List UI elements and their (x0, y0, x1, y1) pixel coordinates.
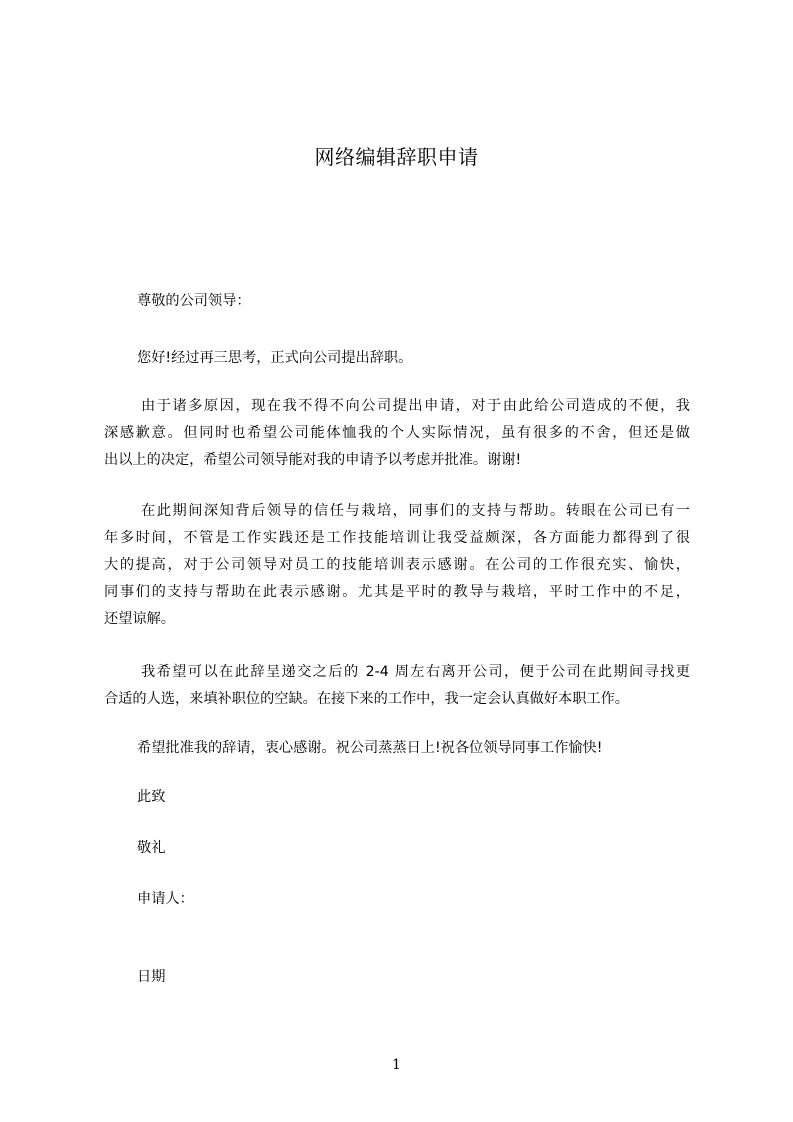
paragraph-2-line: 在此期间深知背后领导的信任与栽培，同事们的支持与帮助。转眼在公司已有一 (141, 503, 690, 519)
document-title: 网络编辑辞职申请 (314, 145, 479, 169)
paragraph-2 (104, 498, 690, 633)
paragraph-2-line: 年多时间，不管是工作实践还是工作技能培训让我受益颇深，各方面能力都得到了很 (104, 530, 690, 546)
paragraph-3-line: 我希望可以在此辞呈递交之后的 2-4 周左右离开公司，便于公司在此期间寻找更 (141, 664, 690, 680)
closing-ci-zhi: 此致 (137, 789, 166, 805)
closing-wish: 希望批准我的辞请，衷心感谢。祝公司蒸蒸日上!祝各位领导同事工作愉快! (137, 740, 603, 756)
closing-jing-li: 敬礼 (137, 840, 166, 856)
paragraph-3-line: 合适的人选，来填补职位的空缺。在接下来的工作中，我一定会认真做好本职工作。 (104, 691, 629, 707)
paragraph-1 (104, 393, 690, 474)
date-label: 日期 (137, 969, 166, 985)
greeting: 您好!经过再三思考，正式向公司提出辞职。 (137, 350, 413, 366)
paragraph-2-line: 还望谅解。 (104, 611, 175, 627)
paragraph-1-line: 深感歉意。但同时也希望公司能体恤我的个人实际情况，虽有很多的不舍，但还是做 (104, 425, 690, 441)
applicant-label: 申请人： (137, 891, 194, 907)
salutation: 尊敬的公司领导： (137, 293, 251, 309)
page-number: 1 (392, 1057, 401, 1073)
paragraph-1-line: 由于诸多原因，现在我不得不向公司提出申请，对于由此给公司造成的不便，我 (141, 398, 690, 414)
paragraph-3 (104, 659, 690, 713)
document-body (104, 288, 690, 991)
paragraph-2-line: 大的提高，对于公司领导对员工的技能培训表示感谢。在公司的工作很充实、愉快， (104, 557, 690, 573)
paragraph-1-line: 出以上的决定，希望公司领导能对我的申请予以考虑并批准。谢谢! (104, 452, 522, 468)
paragraph-2-line: 同事们的支持与帮助在此表示感谢。尤其是平时的教导与栽培，平时工作中的不足， (104, 584, 690, 600)
